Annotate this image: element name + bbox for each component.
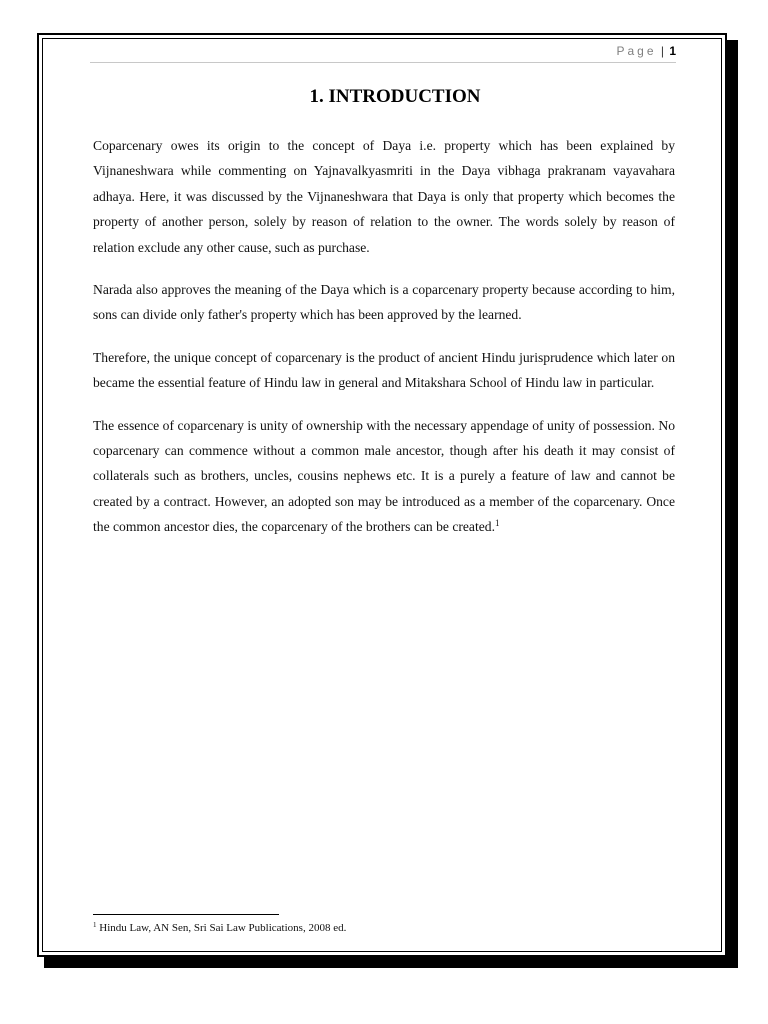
paragraph — [93, 345, 675, 396]
body-text — [93, 133, 675, 557]
paragraph-text: Narada also approves the meaning of the Daya which is a coparcenary property because according to him, sons can divide only father's property which has been approved by the learned. — [93, 282, 675, 323]
paragraph-text: Coparcenary owes its origin to the concept of Daya i.e. property which has been explained by Vijnaneshwara while commenting on Yajnavalkyasmriti in the Daya vibhaga prakranam vayavahara adhaya. Here, it was discussed by the Vijnaneshwara that Daya is only that property which becomes the property of another person, solely by reason of relation to the owner. The words solely by reason of relation exclude any other cause, such as purchase. — [93, 138, 675, 255]
paragraph — [93, 413, 675, 540]
paragraph-text: The essence of coparcenary is unity of ownership with the necessary appendage of unity of possession. No coparcenary can commence without a common male ancestor, though after his death it may consist of collaterals such as brothers, uncles, cousins nephews etc. It is a purely a feature of law and cannot be created by a contract. However, an adopted son may be introduced as a member of the coparcenary. Once the common ancestor dies, the coparcenary of the brothers can be created. — [93, 417, 675, 535]
footnote-divider — [93, 914, 279, 915]
paragraph — [93, 277, 675, 328]
footnote-reference[interactable]: 1 — [494, 518, 500, 529]
footnote-marker: 1 — [93, 921, 97, 929]
page-number: 1 — [669, 44, 676, 58]
page-label: Page — [616, 44, 657, 58]
section-title: 1. INTRODUCTION — [309, 86, 481, 107]
paragraph — [93, 133, 675, 260]
paragraph-text: Therefore, the unique concept of coparcenary is the product of ancient Hindu jurisprudence which later on became the essential feature of Hindu law in general and Mitakshara School of Hindu law in particular. — [93, 349, 675, 391]
page-separator: | — [660, 44, 664, 58]
footnote — [93, 920, 673, 936]
page-header — [90, 40, 676, 63]
footnote-text: Hindu Law, AN Sen, Sri Sai Law Publications, 2008 ed. — [99, 922, 347, 934]
